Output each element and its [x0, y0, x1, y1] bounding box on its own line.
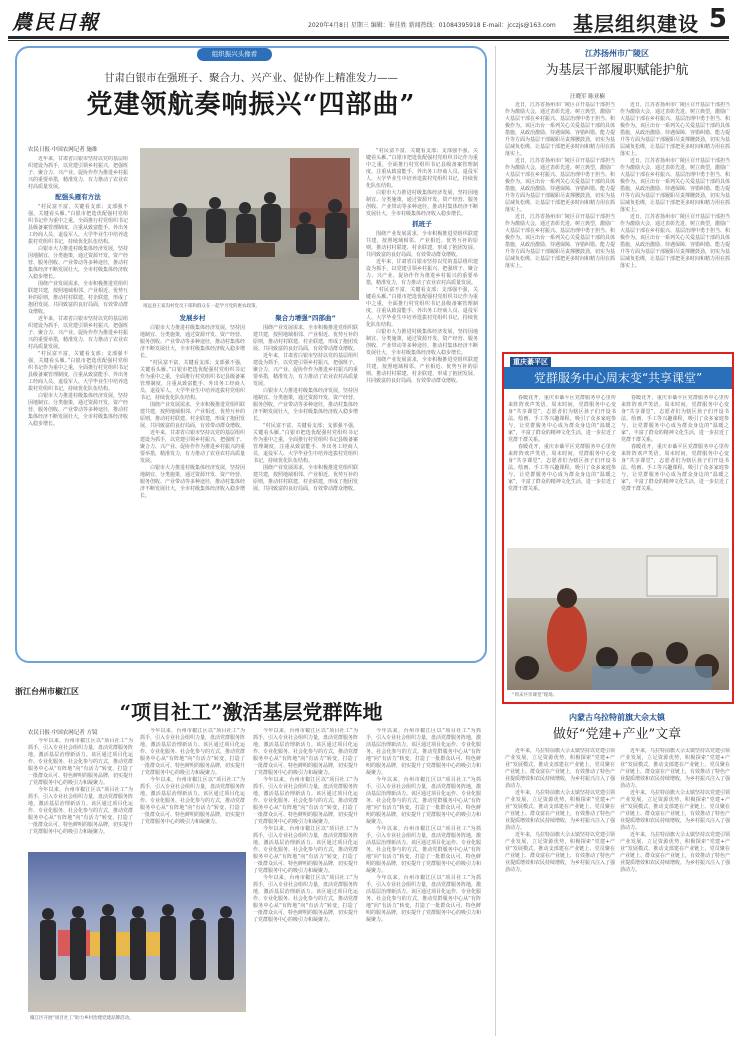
lead-paragraph: 白银市大力推进村级集体经济发展，坚持因地制宜、分类施策，通过资源开发、资产经营、服务创收、产业带动等多种途径，推动村集体经济不断发展壮大，全市村级集体经济收入稳步增长。: [28, 246, 128, 280]
lead-subhead: 发展乡村: [179, 314, 206, 322]
lead-paragraph: 围绕产业发展需求，全市积极推进党组织联建共建，按照地域相邻、产业相近、优势互补的原则，推动村村联建、村企联建，形成了抱团发展、共同致富的良好局面，有效带动群众增收。: [140, 402, 245, 429]
lead-paragraph: 白银市大力推进村级集体经济发展，坚持因地制宜、分类施策，通过资源开发、资产经营、服务创收、产业带动等多种途径，推动村集体经济不断发展壮大，全市村级集体经济收入稳步增长。: [140, 325, 245, 359]
lead-paragraph: 围绕产业发展需求，全市积极推进党组织联建共建，按照地域相邻、产业相近、优势互补的原则，推动村村联建、村企联建，形成了抱团发展、共同致富的良好局面，有效带动群众增收。: [366, 231, 478, 258]
lower-photo-scene: [28, 852, 246, 1012]
right-bottom-paragraph: 近年来，乌拉特前旗大佘太镇坚持以党建引领产业发展，立足资源优势，积极探索“党建+产业”发展模式，推动支部建在产业链上、党员聚在产业链上、群众富在产业链上，有效推动了特色产业提质增效和农民持续增收，为乡村振兴注入了强劲动力。: [505, 790, 615, 831]
lower-paragraph: 今年以来，台州市椒江区以“项目社工”为抓手，引入专业社会组织力量，盘活党群服务阵地，激活基层治理新活力。该区通过项目化运作、专业化服务、社会化参与的方式，推动党群服务中心从“有阵地”向“有活力”转变，打造了一批群众认可、特色鲜明的服务品牌，切实提升了党群服务中心的吸引力和凝聚力。: [253, 777, 358, 825]
lead-column-1: [28, 156, 128, 656]
lower-paragraph: 今年以来，台州市椒江区以“项目社工”为抓手，引入专业社会组织力量，盘活党群服务阵地，激活基层治理新活力。该区通过项目化运作、专业化服务、社会化参与的方式，推动党群服务中心从“有阵地”向“有活力”转变，打造了一批群众认可、特色鲜明的服务品牌，切实提升了党群服务中心的吸引力和凝聚力。: [366, 826, 481, 874]
lower-paragraph: 今年以来，台州市椒江区以“项目社工”为抓手，引入专业社会组织力量，盘活党群服务阵地，激活基层治理新活力。该区通过项目化运作、专业化服务、社会化参与的方式，推动党群服务中心从“有阵地”向“有活力”转变，打造了一批群众认可、特色鲜明的服务品牌，切实提升了党群服务中心的吸引力和凝聚力。: [253, 728, 358, 776]
lead-paragraph: “村民富不富，关键看支部；支部强不强，关键看头雁。”白银市把选优配强村党组织书记作为重中之重，全面推行村党组织书记县级备案管理制度，注重从致富能手、外出务工经商人员、退役军人、大学毕业生中培养选拔村党组织书记，持续优化队伍结构。: [366, 287, 478, 328]
page-number: 5: [708, 4, 727, 34]
lead-paragraph: 围绕产业发展需求，全市积极推进党组织联建共建，按照地域相邻、产业相近、优势互补的原则，推动村村联建、村企联建，形成了抱团发展、共同致富的良好局面，有效带动群众增收。: [28, 281, 128, 315]
lead-column-3: [253, 312, 358, 657]
issue-meta: 2020年4月8日 星期三 编辑：崔佳姓 新闻热线：01084395918 E-mail：jcczjs@163.com: [308, 22, 556, 29]
right-top-column-2: [620, 102, 730, 347]
lower-paragraph: 今年以来，台州市椒江区以“项目社工”为抓手，引入专业社会组织力量，盘活党群服务阵地，激活基层治理新活力。该区通过项目化运作、专业化服务、社会化参与的方式，推动党群服务中心从“有阵地”向“有活力”转变，打造了一批群众认可、特色鲜明的服务品牌，切实提升了党群服务中心的吸引力和凝聚力。: [366, 875, 481, 923]
lead-paragraph: 近年来，甘肃省白银市坚持以党的基层组织建设为抓手，以党建引领乡村振兴，把强班子、聚合力、兴产业、促协作作为推进乡村振兴的重要举措，精准发力，有力推动了农业农村高质量发展。: [253, 353, 358, 387]
right-top-headline: 为基层干部履职赋能护航: [545, 63, 689, 78]
highlight-photo-caption: “周末共享课堂”现场。: [512, 693, 558, 698]
lead-paragraph: “村民富不富，关键看支部；支部强不强，关键看头雁。”白银市把选优配强村党组织书记作为重中之重，全面推行村党组织书记县级备案管理制度，注重从致富能手、外出务工经商人员、退役军人、大学毕业生中培养选拔村党组织书记，持续优化队伍结构。: [366, 148, 478, 189]
lower-headline: “项目社工”激活基层党群阵地: [119, 700, 383, 724]
lower-paragraph: 今年以来，台州市椒江区以“项目社工”为抓手，引入专业社会组织力量，盘活党群服务阵地，激活基层治理新活力。该区通过项目化运作、专业化服务、社会化参与的方式，推动党群服务中心从“有阵地”向“有活力”转变，打造了一批群众认可、特色鲜明的服务品牌，切实提升了党群服务中心的吸引力和凝聚力。: [28, 787, 133, 835]
right-bottom-paragraph: 近年来，乌拉特前旗大佘太镇坚持以党建引领产业发展，立足资源优势，积极探索“党建+产业”发展模式，推动支部建在产业链上、党员聚在产业链上、群众富在产业链上，有效推动了特色产业提质增效和农民持续增收，为乡村振兴注入了强劲动力。: [505, 832, 615, 873]
lead-photo-scene: [140, 148, 359, 300]
lower-photo-caption: 椒江区开展“项目社工”助力乡村治理党建品牌活动。: [30, 1016, 134, 1021]
right-top-paragraph: 近日，江苏省扬州市广陵区召开基层干部担当作为激励大会，通过表彰先进、树立典型，激励广大基层干部在乡村振兴、基层治理中勇于担当、积极作为。该区出台一系列关心关爱基层干部的具体措施，从政治激励、待遇保障、容错纠错、能力提升等方面为基层干部履职尽责撑腰鼓劲，切实为基层减负松绑，让基层干部把更多时间和精力用在抓落实上。: [505, 158, 615, 213]
lower-column-3: [253, 728, 358, 1028]
highlight-paragraph: 春暖花开，重庆市綦平区党群服务中心里传来阵阵欢声笑语。周末时间，党群服务中心变身“共享课堂”，志愿者们为辖区孩子们开设书法、绘画、手工等兴趣课程，吸引了众多家庭参与，让党群服务中心成为群众身边的“温暖之家”，丰富了群众的精神文化生活，进一步拉近了党群干群关系。: [508, 444, 616, 492]
lead-subhead: 配强头雁有方法: [55, 193, 101, 201]
right-bottom-paragraph: 近年来，乌拉特前旗大佘太镇坚持以党建引领产业发展，立足资源优势，积极探索“党建+产业”发展模式，推动支部建在产业链上、党员聚在产业链上、群众富在产业链上，有效推动了特色产业提质增效和农民持续增收，为乡村振兴注入了强劲动力。: [505, 748, 615, 789]
lead-paragraph: “村民富不富，关键看支部；支部强不强，关键看头雁。”白银市把选优配强村党组织书记作为重中之重，全面推行村党组织书记县级备案管理制度，注重从致富能手、外出务工经商人员、退役军人、大学毕业生中培养选拔村党组织书记，持续优化队伍结构。: [28, 351, 128, 392]
right-top-paragraph: 近日，江苏省扬州市广陵区召开基层干部担当作为激励大会，通过表彰先进、树立典型，激励广大基层干部在乡村振兴、基层治理中勇于担当、积极作为。该区出台一系列关心关爱基层干部的具体措施，从政治激励、待遇保障、容错纠错、能力提升等方面为基层干部履职尽责撑腰鼓劲，切实为基层减负松绑，让基层干部把更多时间和精力用在抓落实上。: [620, 102, 730, 157]
lead-paragraph: 近年来，甘肃省白银市坚持以党的基层组织建设为抓手，以党建引领乡村振兴，把强班子、聚合力、兴产业、促协作作为推进乡村振兴的重要举措，精准发力，有力推动了农业农村高质量发展。: [366, 259, 478, 286]
highlight-paragraph: 春暖花开，重庆市綦平区党群服务中心里传来阵阵欢声笑语。周末时间，党群服务中心变身“共享课堂”，志愿者们为辖区孩子们开设书法、绘画、手工等兴趣课程，吸引了众多家庭参与，让党群服务中心成为群众身边的“温暖之家”，丰富了群众的精神文化生活，进一步拉近了党群干群关系。: [621, 444, 729, 492]
masthead-rule-thin: [8, 40, 729, 41]
right-top-header: [503, 48, 731, 78]
lower-paragraph: 今年以来，台州市椒江区以“项目社工”为抓手，引入专业社会组织力量，盘活党群服务阵地，激活基层治理新活力。该区通过项目化运作、专业化服务、社会化参与的方式，推动党群服务中心从“有阵地”向“有活力”转变，打造了一批群众认可、特色鲜明的服务品牌，切实提升了党群服务中心的吸引力和凝聚力。: [253, 875, 358, 923]
right-bottom-column-2: [620, 748, 730, 1028]
section-title: 基层组织建设: [573, 12, 699, 36]
lead-subhead: 聚合力增强“四部曲”: [275, 314, 336, 322]
highlight-photo-scene: [507, 548, 729, 690]
lead-photo-caption: 靖远县王家沟村党员干部和群众在一起学习党的惠农政策。: [143, 304, 260, 309]
right-bottom-paragraph: 近年来，乌拉特前旗大佘太镇坚持以党建引领产业发展，立足资源优势，积极探索“党建+产业”发展模式，推动支部建在产业链上、党员聚在产业链上、群众富在产业链上，有效推动了特色产业提质增效和农民持续增收，为乡村振兴注入了强劲动力。: [620, 748, 730, 789]
lower-column-2: [140, 728, 245, 848]
highlight-column-1: [508, 395, 616, 543]
lead-byline: 农民日报·中国农网记者 施维: [28, 147, 98, 153]
newspaper-name: 農民日報: [12, 10, 100, 34]
lead-paragraph: 白银市大力推进村级集体经济发展，坚持因地制宜、分类施策，通过资源开发、资产经营、服务创收、产业带动等多种途径，推动村集体经济不断发展壮大，全市村级集体经济收入稳步增长。: [253, 388, 358, 422]
right-bottom-paragraph: 近年来，乌拉特前旗大佘太镇坚持以党建引领产业发展，立足资源优势，积极探索“党建+产业”发展模式，推动支部建在产业链上、党员聚在产业链上、群众富在产业链上，有效推动了特色产业提质增效和农民持续增收，为乡村振兴注入了强劲动力。: [620, 832, 730, 873]
lead-headline: 党建领航奏响振兴“四部曲”: [86, 90, 416, 120]
lead-tag: 组织振兴头像看: [197, 48, 272, 61]
lead-deck: 甘肃白银市在强班子、聚合力、兴产业、促协作上精准发力——: [104, 72, 398, 84]
right-top-kicker: 江苏扬州市广陵区: [585, 49, 649, 58]
lower-paragraph: 今年以来，台州市椒江区以“项目社工”为抓手，引入专业社会组织力量，盘活党群服务阵地，激活基层治理新活力。该区通过项目化运作、专业化服务、社会化参与的方式，推动党群服务中心从“有阵地”向“有活力”转变，打造了一批群众认可、特色鲜明的服务品牌，切实提升了党群服务中心的吸引力和凝聚力。: [140, 728, 245, 776]
right-bottom-column-1: [505, 748, 615, 1028]
right-top-column-1: [505, 102, 615, 347]
right-bottom-header: [503, 712, 731, 742]
right-bottom-paragraph: 近年来，乌拉特前旗大佘太镇坚持以党建引领产业发展，立足资源优势，积极探索“党建+产业”发展模式，推动支部建在产业链上、党员聚在产业链上、群众富在产业链上，有效推动了特色产业提质增效和农民持续增收，为乡村振兴注入了强劲动力。: [620, 790, 730, 831]
masthead: [8, 4, 729, 36]
lower-paragraph: 今年以来，台州市椒江区以“项目社工”为抓手，引入专业社会组织力量，盘活党群服务阵地，激活基层治理新活力。该区通过项目化运作、专业化服务、社会化参与的方式，推动党群服务中心从“有阵地”向“有活力”转变，打造了一批群众认可、特色鲜明的服务品牌，切实提升了党群服务中心的吸引力和凝聚力。: [366, 728, 481, 776]
right-bottom-kicker: 内蒙古乌拉特前旗大佘太镇: [569, 713, 665, 722]
lower-paragraph: 今年以来，台州市椒江区以“项目社工”为抓手，引入专业社会组织力量，盘活党群服务阵地，激活基层治理新活力。该区通过项目化运作、专业化服务、社会化参与的方式，推动党群服务中心从“有阵地”向“有活力”转变，打造了一批群众认可、特色鲜明的服务品牌，切实提升了党群服务中心的吸引力和凝聚力。: [253, 826, 358, 874]
lead-paragraph: 近年来，甘肃省白银市坚持以党的基层组织建设为抓手，以党建引领乡村振兴，把强班子、聚合力、兴产业、促协作作为推进乡村振兴的重要举措，精准发力，有力推动了农业农村高质量发展。: [28, 316, 128, 350]
lead-paragraph: 围绕产业发展需求，全市积极推进党组织联建共建，按照地域相邻、产业相近、优势互补的原则，推动村村联建、村企联建，形成了抱团发展、共同致富的良好局面，有效带动群众增收。: [366, 357, 478, 384]
lower-kicker: 浙江台州市椒江区: [15, 687, 79, 696]
lower-column-1: [28, 738, 133, 848]
lead-paragraph: “村民富不富，关键看支部；支部强不强，关键看头雁。”白银市把选优配强村党组织书记作为重中之重，全面推行村党组织书记县级备案管理制度，注重从致富能手、外出务工经商人员、退役军人、大学毕业生中培养选拔村党组织书记，持续优化队伍结构。: [253, 423, 358, 464]
highlight-headline: 党群服务中心周末变“共享课堂”: [504, 367, 732, 389]
lead-paragraph: “村民富不富，关键看支部；支部强不强，关键看头雁。”白银市把选优配强村党组织书记作为重中之重，全面推行村党组织书记县级备案管理制度，注重从致富能手、外出务工经商人员、退役军人、大学毕业生中培养选拔村党组织书记，持续优化队伍结构。: [140, 360, 245, 401]
lead-paragraph: 白银市大力推进村级集体经济发展，坚持因地制宜、分类施策，通过资源开发、资产经营、服务创收、产业带动等多种途径，推动村集体经济不断发展壮大，全市村级集体经济收入稳步增长。: [366, 190, 478, 217]
highlight-paragraph: 春暖花开，重庆市綦平区党群服务中心里传来阵阵欢声笑语。周末时间，党群服务中心变身“共享课堂”，志愿者们为辖区孩子们开设书法、绘画、手工等兴趣课程，吸引了众多家庭参与，让党群服务中心成为群众身边的“温暖之家”，丰富了群众的精神文化生活，进一步拉近了党群干群关系。: [508, 395, 616, 443]
lead-paragraph: 白银市大力推进村级集体经济发展，坚持因地制宜、分类施策，通过资源开发、资产经营、服务创收、产业带动等多种途径，推动村集体经济不断发展壮大，全市村级集体经济收入稳步增长。: [28, 393, 128, 427]
lead-column-2: [140, 312, 245, 657]
lower-column-4: [366, 728, 481, 1028]
lead-paragraph: 白银市大力推进村级集体经济发展，坚持因地制宜、分类施策，通过资源开发、资产经营、服务创收、产业带动等多种途径，推动村集体经济不断发展壮大，全市村级集体经济收入稳步增长。: [366, 329, 478, 356]
lower-byline: 农民日报·中国农网记者 方镜: [28, 730, 98, 736]
lead-column-4: [366, 148, 478, 657]
right-bottom-headline: 做好“党建+产业”文章: [552, 727, 682, 742]
lead-subhead: 抓班子: [412, 220, 432, 228]
lead-paragraph: 近年来，甘肃省白银市坚持以党的基层组织建设为抓手，以党建引领乡村振兴，把强班子、聚合力、兴产业、促协作作为推进乡村振兴的重要举措，精准发力，有力推动了农业农村高质量发展。: [28, 156, 128, 190]
right-top-byline: 汪晓军 陈亚楠: [570, 94, 605, 100]
masthead-rule: [8, 36, 729, 39]
column-divider: [495, 46, 496, 1036]
lead-paragraph: 围绕产业发展需求，全市积极推进党组织联建共建，按照地域相邻、产业相近、优势互补的原则，推动村村联建、村企联建，形成了抱团发展、共同致富的良好局面，有效带动群众增收。: [253, 465, 358, 492]
lead-paragraph: 近年来，甘肃省白银市坚持以党的基层组织建设为抓手，以党建引领乡村振兴，把强班子、聚合力、兴产业、促协作作为推进乡村振兴的重要举措，精准发力，有力推动了农业农村高质量发展。: [140, 430, 245, 464]
lead-paragraph: 白银市大力推进村级集体经济发展，坚持因地制宜、分类施策，通过资源开发、资产经营、服务创收、产业带动等多种途径，推动村集体经济不断发展壮大，全市村级集体经济收入稳步增长。: [140, 465, 245, 499]
lead-paragraph: 围绕产业发展需求，全市积极推进党组织联建共建，按照地域相邻、产业相近、优势互补的原则，推动村村联建、村企联建，形成了抱团发展、共同致富的良好局面，有效带动群众增收。: [253, 325, 358, 352]
right-top-paragraph: 近日，江苏省扬州市广陵区召开基层干部担当作为激励大会，通过表彰先进、树立典型，激励广大基层干部在乡村振兴、基层治理中勇于担当、积极作为。该区出台一系列关心关爱基层干部的具体措施，从政治激励、待遇保障、容错纠错、能力提升等方面为基层干部履职尽责撑腰鼓劲，切实为基层减负松绑，让基层干部把更多时间和精力用在抓落实上。: [505, 102, 615, 157]
lead-paragraph: “村民富不富，关键看支部；支部强不强，关键看头雁。”白银市把选优配强村党组织书记作为重中之重，全面推行村党组织书记县级备案管理制度，注重从致富能手、外出务工经商人员、退役军人、大学毕业生中培养选拔村党组织书记，持续优化队伍结构。: [28, 204, 128, 245]
right-top-paragraph: 近日，江苏省扬州市广陵区召开基层干部担当作为激励大会，通过表彰先进、树立典型，激励广大基层干部在乡村振兴、基层治理中勇于担当、积极作为。该区出台一系列关心关爱基层干部的具体措施，从政治激励、待遇保障、容错纠错、能力提升等方面为基层干部履职尽责撑腰鼓劲，切实为基层减负松绑，让基层干部把更多时间和精力用在抓落实上。: [620, 214, 730, 269]
lower-paragraph: 今年以来，台州市椒江区以“项目社工”为抓手，引入专业社会组织力量，盘活党群服务阵地，激活基层治理新活力。该区通过项目化运作、专业化服务、社会化参与的方式，推动党群服务中心从“有阵地”向“有活力”转变，打造了一批群众认可、特色鲜明的服务品牌，切实提升了党群服务中心的吸引力和凝聚力。: [366, 777, 481, 825]
highlight-paragraph: 春暖花开，重庆市綦平区党群服务中心里传来阵阵欢声笑语。周末时间，党群服务中心变身“共享课堂”，志愿者们为辖区孩子们开设书法、绘画、手工等兴趣课程，吸引了众多家庭参与，让党群服务中心成为群众身边的“温暖之家”，丰富了群众的精神文化生活，进一步拉近了党群干群关系。: [621, 395, 729, 443]
lower-paragraph: 今年以来，台州市椒江区以“项目社工”为抓手，引入专业社会组织力量，盘活党群服务阵地，激活基层治理新活力。该区通过项目化运作、专业化服务、社会化参与的方式，推动党群服务中心从“有阵地”向“有活力”转变，打造了一批群众认可、特色鲜明的服务品牌，切实提升了党群服务中心的吸引力和凝聚力。: [28, 738, 133, 786]
lead-photo: [140, 148, 359, 300]
right-top-paragraph: 近日，江苏省扬州市广陵区召开基层干部担当作为激励大会，通过表彰先进、树立典型，激励广大基层干部在乡村振兴、基层治理中勇于担当、积极作为。该区出台一系列关心关爱基层干部的具体措施，从政治激励、待遇保障、容错纠错、能力提升等方面为基层干部履职尽责撑腰鼓劲，切实为基层减负松绑，让基层干部把更多时间和精力用在抓落实上。: [505, 214, 615, 269]
highlight-kicker: 重庆綦平区: [510, 357, 551, 367]
lower-photo: [28, 852, 246, 1012]
highlight-photo: [507, 548, 729, 690]
lower-paragraph: 今年以来，台州市椒江区以“项目社工”为抓手，引入专业社会组织力量，盘活党群服务阵地，激活基层治理新活力。该区通过项目化运作、专业化服务、社会化参与的方式，推动党群服务中心从“有阵地”向“有活力”转变，打造了一批群众认可、特色鲜明的服务品牌，切实提升了党群服务中心的吸引力和凝聚力。: [140, 777, 245, 825]
highlight-column-2: [621, 395, 729, 543]
right-top-paragraph: 近日，江苏省扬州市广陵区召开基层干部担当作为激励大会，通过表彰先进、树立典型，激励广大基层干部在乡村振兴、基层治理中勇于担当、积极作为。该区出台一系列关心关爱基层干部的具体措施，从政治激励、待遇保障、容错纠错、能力提升等方面为基层干部履职尽责撑腰鼓劲，切实为基层减负松绑，让基层干部把更多时间和精力用在抓落实上。: [620, 158, 730, 213]
